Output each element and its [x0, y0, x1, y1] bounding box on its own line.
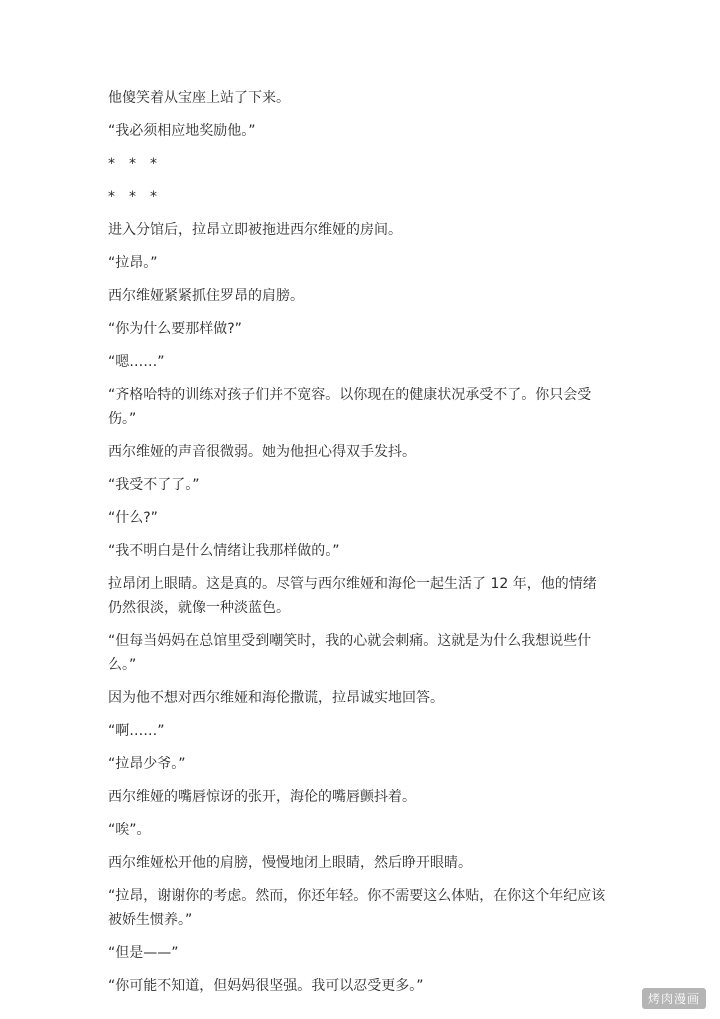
scene-break: * * *	[108, 189, 157, 205]
paragraph: 西尔维娅的声音很微弱。她为他担心得双手发抖。	[108, 444, 416, 460]
paragraph: “齐格哈特的训练对孩子们并不宽容。以你现在的健康状况承受不了。你只会受伤。”	[108, 387, 592, 427]
paragraph: “什么?”	[108, 510, 158, 526]
paragraph: “拉昂。”	[108, 255, 158, 271]
paragraph: “你可能不知道，但妈妈很坚强。我可以忍受更多。”	[108, 978, 424, 994]
paragraph: “我必须相应地奖励他。”	[108, 123, 256, 139]
paragraph: 拉昂闭上眼睛。这是真的。尽管与西尔维娅和海伦一起生活了 12 年，他的情绪仍然很淡，就像一种淡蓝色。	[108, 576, 597, 616]
watermark-logo: 烤肉漫画	[642, 988, 706, 1009]
paragraph: “啊……”	[108, 723, 165, 739]
paragraph: 因为他不想对西尔维娅和海伦撒谎，拉昂诚实地回答。	[108, 690, 444, 706]
paragraph: “我受不了了。”	[108, 477, 200, 493]
paragraph: 进入分馆后，拉昂立即被拖进西尔维娅的房间。	[108, 222, 402, 238]
paragraph: 他傻笑着从宝座上站了下来。	[108, 90, 290, 106]
paragraph: “但每当妈妈在总馆里受到嘲笑时，我的心就会刺痛。这就是为什么我想说些什么。”	[108, 633, 592, 673]
paragraph: 西尔维娅紧紧抓住罗昂的肩膀。	[108, 288, 304, 304]
paragraph: “拉昂，谢谢你的考虑。然而，你还年轻。你不需要这么体贴，在你这个年纪应该被娇生惯养。”	[108, 888, 606, 928]
paragraph: “但是——”	[108, 945, 179, 961]
document-body	[108, 86, 608, 1007]
paragraph: 西尔维娅的嘴唇惊讶的张开，海伦的嘴唇颤抖着。	[108, 789, 416, 805]
paragraph: “你为什么要那样做?”	[108, 321, 242, 337]
paragraph: “唉”。	[108, 822, 151, 838]
scene-break: * * *	[108, 156, 157, 172]
paragraph: “拉昂少爷。”	[108, 756, 186, 772]
paragraph: “我不明白是什么情绪让我那样做的。”	[108, 543, 340, 559]
paragraph: “嗯……”	[108, 354, 165, 370]
paragraph: 西尔维娅松开他的肩膀，慢慢地闭上眼睛，然后睁开眼睛。	[108, 855, 472, 871]
